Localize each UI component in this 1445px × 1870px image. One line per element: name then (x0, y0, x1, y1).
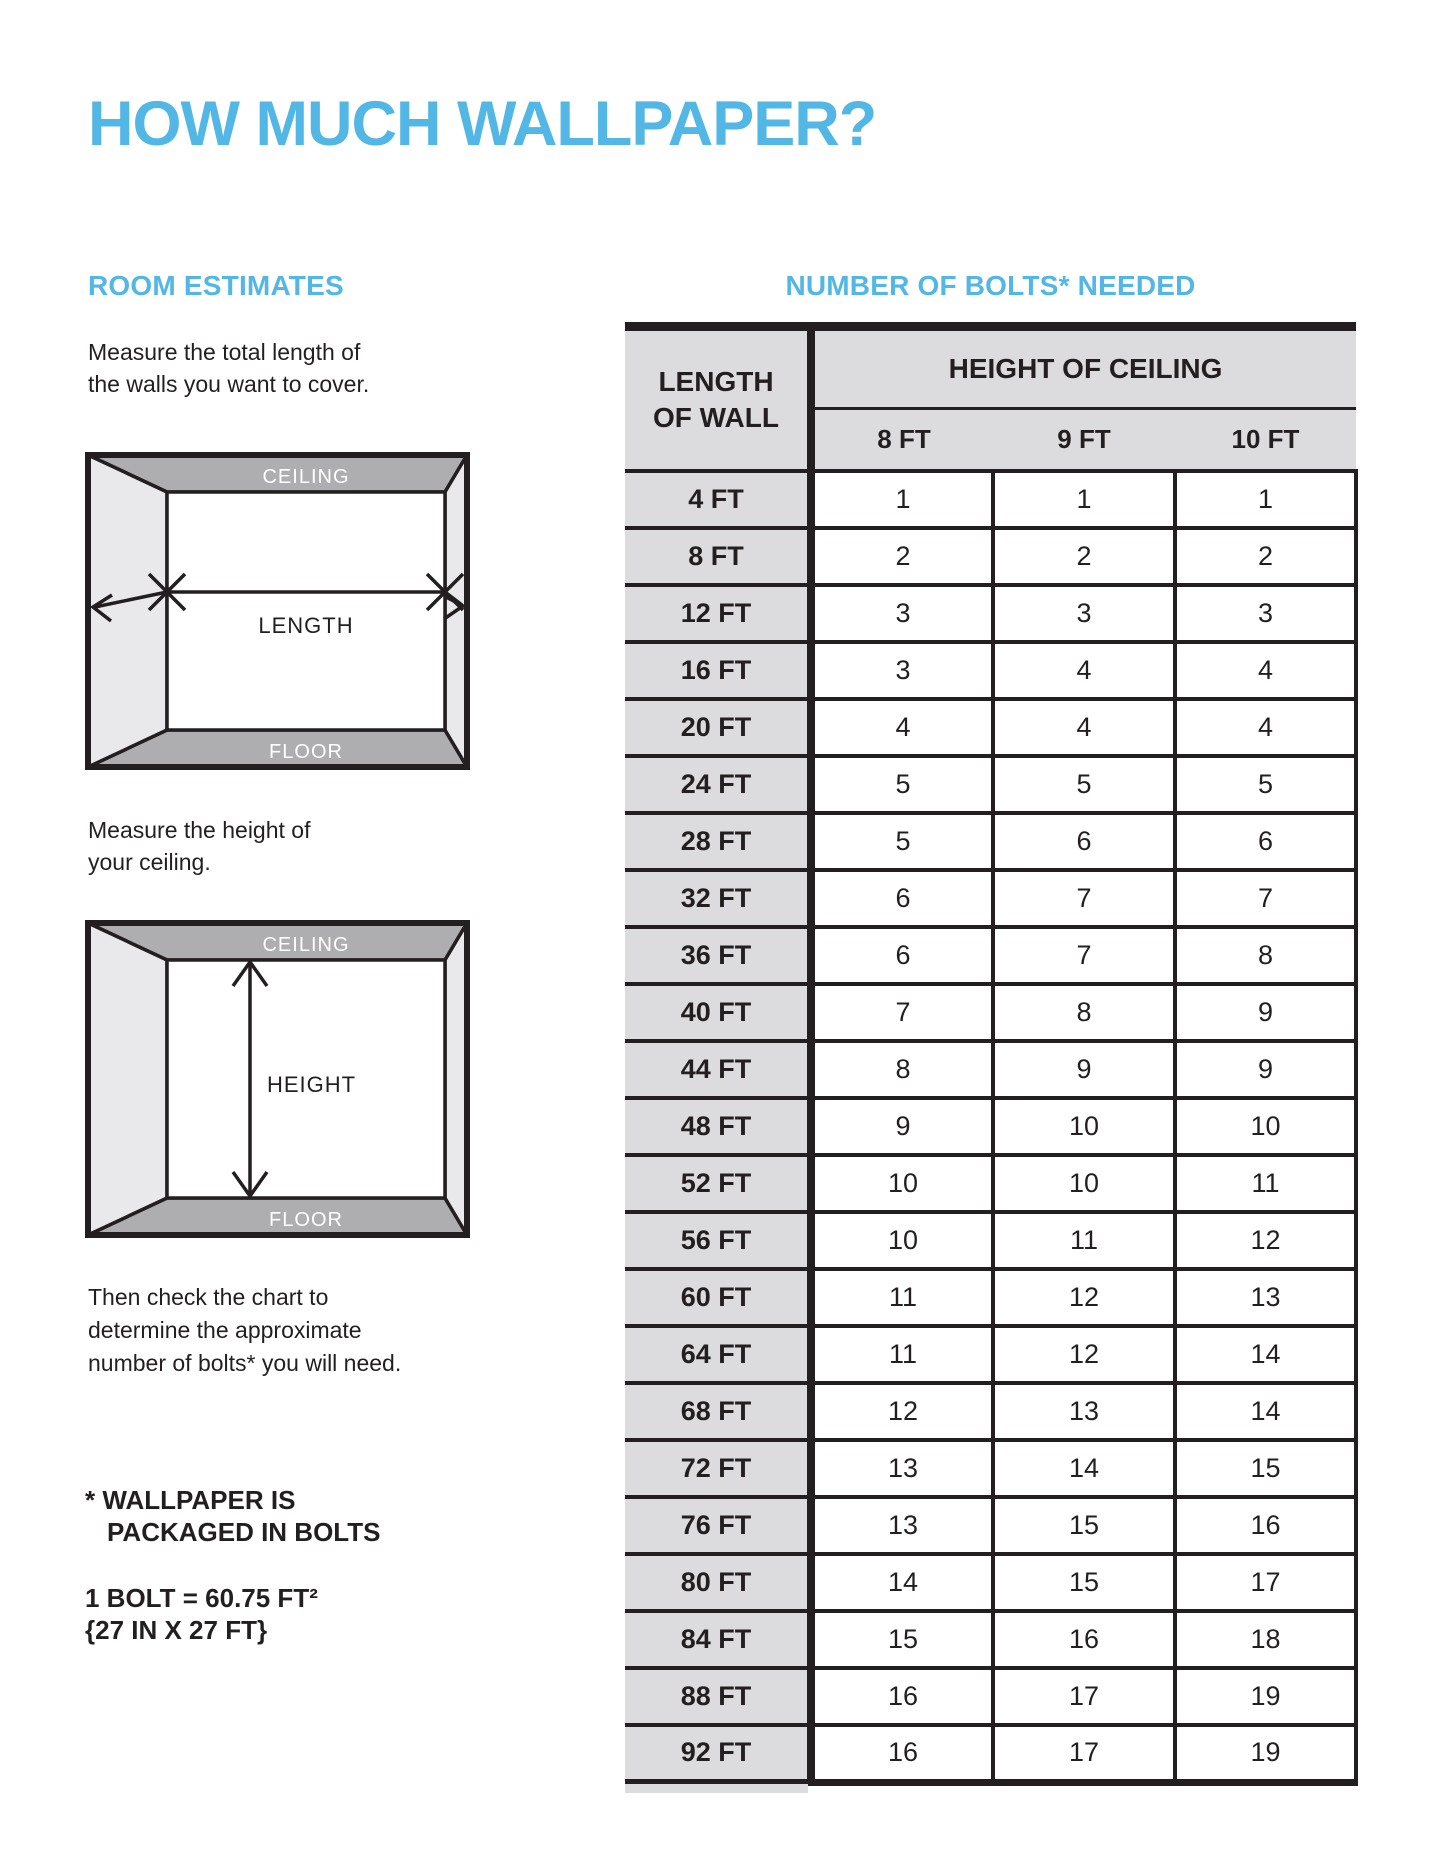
corner-header-line: OF WALL (653, 402, 779, 433)
floor-label: FLOOR (269, 741, 343, 763)
paragraph-line: Then check the chart to (88, 1284, 329, 1310)
paragraph-line: Measure the total length of (88, 339, 361, 365)
footnote-line: * WALLPAPER IS (85, 1485, 296, 1515)
paragraph-line: determine the approximate (88, 1317, 362, 1343)
bolts-8ft-cell: 5 (811, 813, 993, 870)
table-row (625, 1725, 1356, 1782)
table-row (625, 1383, 1356, 1440)
bolts-needed-table (625, 322, 1358, 1786)
bolts-10ft-cell: 14 (1175, 1326, 1356, 1383)
wall-length-cell: 8 FT (625, 528, 811, 585)
bolts-8ft-cell: 16 (811, 1668, 993, 1725)
right-wall (445, 923, 467, 1235)
bolts-10ft-cell: 9 (1175, 1041, 1356, 1098)
bolt-size-line: {27 IN X 27 FT} (85, 1615, 268, 1645)
column-header-9ft: 9 FT (993, 409, 1175, 472)
bolts-8ft-cell: 6 (811, 870, 993, 927)
bolts-needed-heading: NUMBER OF BOLTS* NEEDED (785, 270, 1196, 301)
wall-length-cell: 56 FT (625, 1212, 811, 1269)
bolts-9ft-cell: 16 (993, 1611, 1175, 1668)
table-row (625, 1326, 1356, 1383)
wall-length-cell: 16 FT (625, 642, 811, 699)
bolts-9ft-cell: 13 (993, 1383, 1175, 1440)
paragraph-line: the walls you want to cover. (88, 371, 370, 397)
bolts-9ft-cell: 8 (993, 984, 1175, 1041)
measure-length-paragraph (88, 336, 369, 400)
bolts-8ft-cell: 10 (811, 1212, 993, 1269)
column-header-8ft: 8 FT (811, 409, 993, 472)
table-row (625, 1668, 1356, 1725)
table-row (625, 813, 1356, 870)
room-height-diagram (85, 920, 470, 1238)
bolts-10ft-cell: 8 (1175, 927, 1356, 984)
bolts-8ft-cell: 11 (811, 1269, 993, 1326)
bolts-9ft-cell: 4 (993, 642, 1175, 699)
table-row (625, 642, 1356, 699)
bolts-9ft-cell: 15 (993, 1554, 1175, 1611)
paragraph-line: number of bolts* you will need. (88, 1350, 402, 1376)
paragraph-line: your ceiling. (88, 849, 211, 875)
wall-length-cell: 76 FT (625, 1497, 811, 1554)
table-row (625, 1155, 1356, 1212)
wall-length-cell: 48 FT (625, 1098, 811, 1155)
bolts-9ft-cell: 10 (993, 1098, 1175, 1155)
bolts-9ft-cell: 17 (993, 1668, 1175, 1725)
bolts-8ft-cell: 10 (811, 1155, 993, 1212)
bolts-9ft-cell: 7 (993, 927, 1175, 984)
bolts-10ft-cell: 2 (1175, 528, 1356, 585)
ceiling-label: CEILING (262, 466, 350, 488)
bolts-8ft-cell: 14 (811, 1554, 993, 1611)
wall-length-cell: 4 FT (625, 471, 811, 528)
wall-length-cell: 24 FT (625, 756, 811, 813)
page-title: HOW MUCH WALLPAPER? (88, 89, 877, 159)
bolts-8ft-cell: 13 (811, 1497, 993, 1554)
bolts-10ft-cell: 1 (1175, 471, 1356, 528)
table-row (625, 1098, 1356, 1155)
measure-height-paragraph (88, 814, 310, 878)
height-label: HEIGHT (267, 1072, 357, 1097)
bolts-8ft-cell: 4 (811, 699, 993, 756)
bolts-9ft-cell: 12 (993, 1269, 1175, 1326)
table-row (625, 1440, 1356, 1497)
bolts-8ft-cell: 3 (811, 585, 993, 642)
table-row (625, 870, 1356, 927)
wall-length-cell: 60 FT (625, 1269, 811, 1326)
bolts-8ft-cell: 6 (811, 927, 993, 984)
bolts-10ft-cell: 19 (1175, 1668, 1356, 1725)
table-bottom-gray-tab (625, 1784, 808, 1793)
bolts-10ft-cell: 5 (1175, 756, 1356, 813)
bolts-8ft-cell: 3 (811, 642, 993, 699)
bolts-10ft-cell: 14 (1175, 1383, 1356, 1440)
table-row (625, 756, 1356, 813)
paragraph-line: Measure the height of (88, 817, 311, 843)
wall-length-cell: 20 FT (625, 699, 811, 756)
bolts-9ft-cell: 1 (993, 471, 1175, 528)
table-row (625, 1041, 1356, 1098)
bolts-9ft-cell: 9 (993, 1041, 1175, 1098)
table-row (625, 1611, 1356, 1668)
left-wall (88, 923, 167, 1235)
wall-length-cell: 64 FT (625, 1326, 811, 1383)
table-row (625, 471, 1356, 528)
back-wall (167, 492, 445, 730)
bolts-10ft-cell: 10 (1175, 1098, 1356, 1155)
bolts-8ft-cell: 11 (811, 1326, 993, 1383)
height-of-ceiling-header: HEIGHT OF CEILING (811, 327, 1356, 409)
wall-length-cell: 68 FT (625, 1383, 811, 1440)
wall-length-cell: 44 FT (625, 1041, 811, 1098)
bolts-9ft-cell: 3 (993, 585, 1175, 642)
bolts-9ft-cell: 7 (993, 870, 1175, 927)
bolts-footnote (85, 1484, 380, 1548)
bolt-size-info (85, 1582, 318, 1646)
bolts-10ft-cell: 18 (1175, 1611, 1356, 1668)
bolts-8ft-cell: 2 (811, 528, 993, 585)
bolts-8ft-cell: 12 (811, 1383, 993, 1440)
bolts-9ft-cell: 17 (993, 1725, 1175, 1782)
bolts-9ft-cell: 15 (993, 1497, 1175, 1554)
table-row (625, 585, 1356, 642)
bolts-10ft-cell: 4 (1175, 642, 1356, 699)
table-row (625, 1497, 1356, 1554)
bolts-9ft-cell: 14 (993, 1440, 1175, 1497)
floor-label: FLOOR (269, 1209, 343, 1231)
bolts-10ft-cell: 6 (1175, 813, 1356, 870)
bolts-8ft-cell: 7 (811, 984, 993, 1041)
wall-length-cell: 28 FT (625, 813, 811, 870)
bolts-9ft-cell: 6 (993, 813, 1175, 870)
bolts-8ft-cell: 8 (811, 1041, 993, 1098)
room-estimates-heading: ROOM ESTIMATES (88, 270, 344, 301)
bolts-10ft-cell: 12 (1175, 1212, 1356, 1269)
table-row (625, 699, 1356, 756)
bolts-9ft-cell: 11 (993, 1212, 1175, 1269)
bolts-10ft-cell: 17 (1175, 1554, 1356, 1611)
table-row (625, 1212, 1356, 1269)
bolt-size-line: 1 BOLT = 60.75 FT² (85, 1583, 318, 1613)
bolts-10ft-cell: 7 (1175, 870, 1356, 927)
bolts-8ft-cell: 5 (811, 756, 993, 813)
bolts-10ft-cell: 16 (1175, 1497, 1356, 1554)
room-length-diagram (85, 452, 470, 770)
column-header-10ft: 10 FT (1175, 409, 1356, 472)
corner-header-length-of-wall (625, 327, 811, 472)
wall-length-cell: 84 FT (625, 1611, 811, 1668)
wall-length-cell: 40 FT (625, 984, 811, 1041)
bolts-8ft-cell: 9 (811, 1098, 993, 1155)
wall-length-cell: 80 FT (625, 1554, 811, 1611)
bolts-9ft-cell: 4 (993, 699, 1175, 756)
bolts-9ft-cell: 12 (993, 1326, 1175, 1383)
bolts-8ft-cell: 1 (811, 471, 993, 528)
table-row (625, 984, 1356, 1041)
table-row (625, 528, 1356, 585)
wall-length-cell: 92 FT (625, 1725, 811, 1782)
wall-length-cell: 12 FT (625, 585, 811, 642)
bolts-10ft-cell: 19 (1175, 1725, 1356, 1782)
bolts-10ft-cell: 4 (1175, 699, 1356, 756)
ceiling-label: CEILING (262, 934, 350, 956)
bolts-10ft-cell: 13 (1175, 1269, 1356, 1326)
bolts-10ft-cell: 9 (1175, 984, 1356, 1041)
wall-length-cell: 36 FT (625, 927, 811, 984)
bolts-8ft-cell: 16 (811, 1725, 993, 1782)
bolts-9ft-cell: 2 (993, 528, 1175, 585)
table-row (625, 927, 1356, 984)
wall-length-cell: 52 FT (625, 1155, 811, 1212)
bolts-8ft-cell: 15 (811, 1611, 993, 1668)
bolts-8ft-cell: 13 (811, 1440, 993, 1497)
bolts-10ft-cell: 3 (1175, 585, 1356, 642)
bolts-10ft-cell: 15 (1175, 1440, 1356, 1497)
bolts-9ft-cell: 5 (993, 756, 1175, 813)
wall-length-cell: 88 FT (625, 1668, 811, 1725)
length-label: LENGTH (258, 613, 354, 638)
check-chart-paragraph (88, 1281, 401, 1380)
corner-header-line: LENGTH (658, 366, 774, 397)
bolts-10ft-cell: 11 (1175, 1155, 1356, 1212)
wall-length-cell: 72 FT (625, 1440, 811, 1497)
footnote-line: PACKAGED IN BOLTS (107, 1517, 381, 1547)
wall-length-cell: 32 FT (625, 870, 811, 927)
table-row (625, 1554, 1356, 1611)
bolts-9ft-cell: 10 (993, 1155, 1175, 1212)
table-row (625, 1269, 1356, 1326)
